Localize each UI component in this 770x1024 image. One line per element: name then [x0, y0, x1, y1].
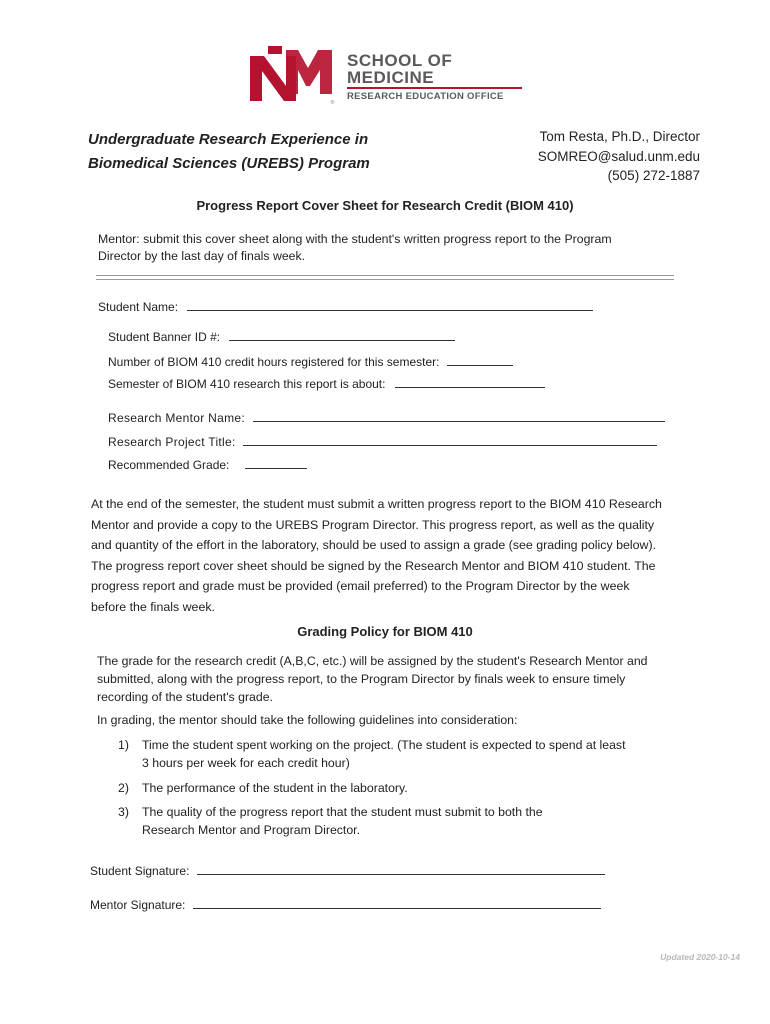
mentor-signature-label: Mentor Signature:	[90, 898, 186, 912]
director-email[interactable]: SOMREO@salud.unm.edu	[537, 149, 700, 164]
logo-school-of: SCHOOL OF	[347, 51, 453, 70]
grading-policy-title: Grading Policy for BIOM 410	[297, 624, 473, 639]
guideline-line1: The quality of the progress report that the student must submit to both the	[142, 805, 543, 819]
guidelines-intro: In grading, the mentor should take the following guidelines into consideration:	[97, 713, 518, 727]
updated-date: Updated 2020-10-14	[660, 952, 740, 962]
student-name-field[interactable]	[187, 310, 593, 311]
mentor-signature-row	[90, 898, 601, 912]
mentor-name-row	[108, 411, 665, 425]
director-name: Tom Resta, Ph.D., Director	[539, 129, 700, 144]
project-title-row	[108, 435, 657, 449]
guideline-number: 1)	[118, 738, 129, 752]
project-title-field[interactable]	[243, 445, 657, 446]
guideline-line1: The performance of the student in the laboratory.	[142, 781, 408, 795]
student-name-label: Student Name:	[98, 300, 179, 314]
student-signature-field[interactable]	[197, 874, 605, 875]
banner-id-label: Student Banner ID #:	[108, 330, 221, 344]
form-title: Progress Report Cover Sheet for Research Credit (BIOM 410)	[196, 198, 574, 213]
guideline-line2: 3 hours per week for each credit hour)	[142, 755, 350, 770]
grade-field[interactable]	[245, 468, 307, 469]
guideline-line2: Research Mentor and Program Director.	[142, 822, 361, 837]
svg-text:®: ®	[330, 100, 335, 106]
student-name-row	[98, 300, 593, 314]
guideline-number: 3)	[118, 805, 129, 819]
credit-hours-row	[108, 355, 513, 369]
student-signature-row	[90, 864, 605, 878]
mentor-name-field[interactable]	[253, 421, 665, 422]
grading-policy-text: The grade for the research credit (A,B,C, etc.) will be assigned by the student's Research Mentor and submitted, along with the progress report, to the Program Director by finals week to ensure timely recording of the student's grade.	[97, 654, 648, 704]
credit-hours-field[interactable]	[447, 365, 513, 366]
logo-divider	[347, 87, 522, 89]
guideline-item	[118, 737, 678, 772]
banner-id-field[interactable]	[229, 340, 455, 341]
unm-logo	[246, 46, 336, 108]
banner-id-row	[108, 330, 455, 344]
grade-row	[108, 458, 307, 472]
guideline-number: 2)	[118, 781, 129, 795]
instructions-paragraph: At the end of the semester, the student must submit a written progress report to the BIOM 410 Research Mentor and provide a copy to the UREBS Program Director. This progress report, as well as the quality and quantity of the effort in the laboratory, should be used to assign a grade (see grading policy below). The progress report cover sheet should be signed by the Research Mentor and BIOM 410 student. The progress report and grade must be provided (email preferred) to the Program Director by the week before the finals week.	[91, 497, 662, 614]
semester-row	[108, 377, 545, 391]
credit-hours-label: Number of BIOM 410 credit hours registered for this semester:	[108, 355, 440, 369]
grade-label: Recommended Grade:	[108, 458, 230, 472]
student-signature-label: Student Signature:	[90, 864, 190, 878]
guideline-item	[118, 780, 678, 798]
section-divider	[96, 275, 674, 280]
guideline-item	[118, 804, 678, 839]
program-title-line1: Undergraduate Research Experience in	[88, 131, 369, 148]
mentor-name-label: Research Mentor Name:	[108, 411, 246, 425]
mentor-instruction: Mentor: submit this cover sheet along with the student's written progress report to the Program Director by the last day of finals week.	[98, 232, 612, 263]
semester-field[interactable]	[395, 387, 545, 388]
program-title-line2: Biomedical Sciences (UREBS) Program	[88, 155, 370, 172]
unm-logo-mark-icon	[246, 46, 336, 108]
logo-medicine: MEDICINE	[347, 68, 435, 87]
mentor-signature-field[interactable]	[193, 908, 601, 909]
guideline-line1: Time the student spent working on the project. (The student is expected to spend at least	[142, 738, 626, 752]
semester-label: Semester of BIOM 410 research this report is about:	[108, 377, 386, 391]
logo-research-office: RESEARCH EDUCATION OFFICE	[347, 91, 504, 102]
project-title-label: Research Project Title:	[108, 435, 236, 449]
director-phone: (505) 272-1887	[607, 168, 700, 183]
